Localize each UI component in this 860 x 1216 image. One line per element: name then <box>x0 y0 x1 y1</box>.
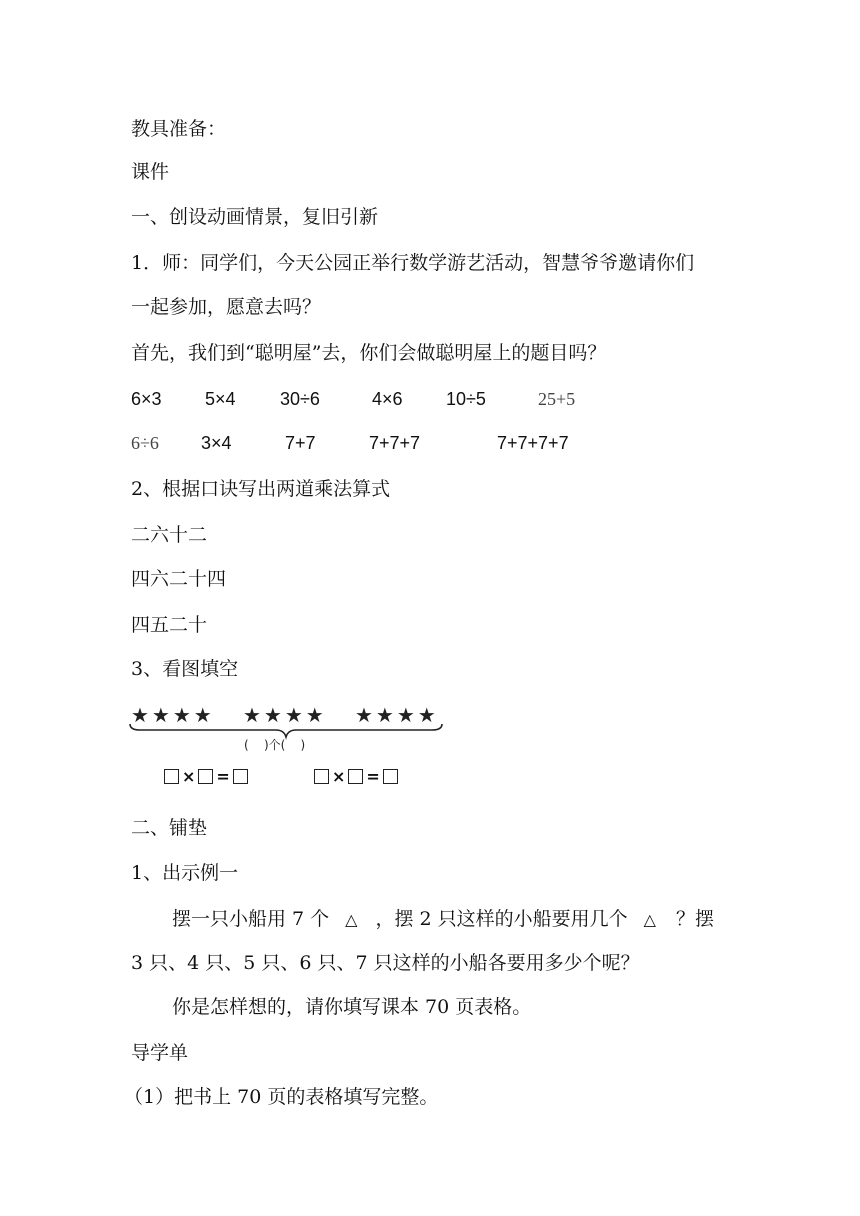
problem: 6×3 <box>131 389 162 409</box>
problem: 5×4 <box>205 389 236 409</box>
problem: 6÷6 <box>131 433 159 453</box>
materials-heading: 教具准备： <box>131 118 227 140</box>
example-paragraph-line2: 3 只、4 只、5 只、6 只、7 只这样的小船各要用多少个呢？ <box>131 952 640 974</box>
problem: 30÷6 <box>280 389 320 409</box>
smart-house-question: 首先，我们到“聪明屋”去，你们会做聪明屋上的题目吗？ <box>131 342 607 364</box>
triangle-icon: △ <box>345 910 358 929</box>
answer-box[interactable] <box>233 769 248 784</box>
problem: 10÷5 <box>446 389 486 409</box>
guide-sheet-title: 导学单 <box>131 1042 189 1064</box>
triangle-icon: △ <box>643 910 656 929</box>
table-instruction: 你是怎样想的，请你填写课本 70 页表格。 <box>172 996 532 1018</box>
problems-row-2 <box>0 431 860 455</box>
teacher-intro-line2: 一起参加，愿意去吗？ <box>131 296 322 318</box>
rhyme-item: 四六二十四 <box>131 568 227 590</box>
problem: 7+7+7 <box>369 433 421 453</box>
teacher-intro-line1: 1．师：同学们，今天公园正举行数学游艺活动，智慧爷爷邀请你们 <box>131 252 695 274</box>
section-three-title: 3、看图填空 <box>131 658 239 680</box>
star-group: ★★★★ <box>355 703 439 727</box>
rhyme-item: 四五二十 <box>131 614 208 636</box>
rhyme-item: 二六十二 <box>131 524 208 546</box>
answer-box[interactable] <box>314 769 329 784</box>
section-one-title: 一、创设动画情景，复旧引新 <box>131 206 379 228</box>
brace-caption: ( )个( ) <box>244 738 306 752</box>
equals-sign: = <box>366 766 380 786</box>
problem: 7+7+7+7 <box>497 433 569 453</box>
times-sign: × <box>332 766 346 786</box>
problem: 4×6 <box>372 389 403 409</box>
guide-item: （1）把书上 70 页的表格填写完整。 <box>124 1086 439 1108</box>
problems-row-1 <box>0 387 860 411</box>
star-group: ★★★★ <box>243 703 327 727</box>
problem: 25+5 <box>538 389 576 409</box>
part-two-title: 二、铺垫 <box>131 817 208 839</box>
equals-sign: = <box>216 766 230 786</box>
answer-box[interactable] <box>383 769 398 784</box>
answer-box[interactable] <box>348 769 363 784</box>
example-paragraph-line1: 摆一只小船用 7 个 △ ，摆 2 只这样的小船要用几个 △ ？摆 <box>172 908 714 930</box>
equation-blank <box>164 765 248 787</box>
problem: 3×4 <box>201 433 232 453</box>
star-group: ★★★★ <box>131 703 215 727</box>
materials-item: 课件 <box>131 161 170 183</box>
answer-box[interactable] <box>164 769 179 784</box>
times-sign: × <box>182 766 196 786</box>
equation-blank <box>314 765 398 787</box>
problem: 7+7 <box>285 433 316 453</box>
answer-box[interactable] <box>198 769 213 784</box>
section-two-title: 2、根据口诀写出两道乘法算式 <box>131 478 391 500</box>
example-one-title: 1、出示例一 <box>131 862 239 884</box>
